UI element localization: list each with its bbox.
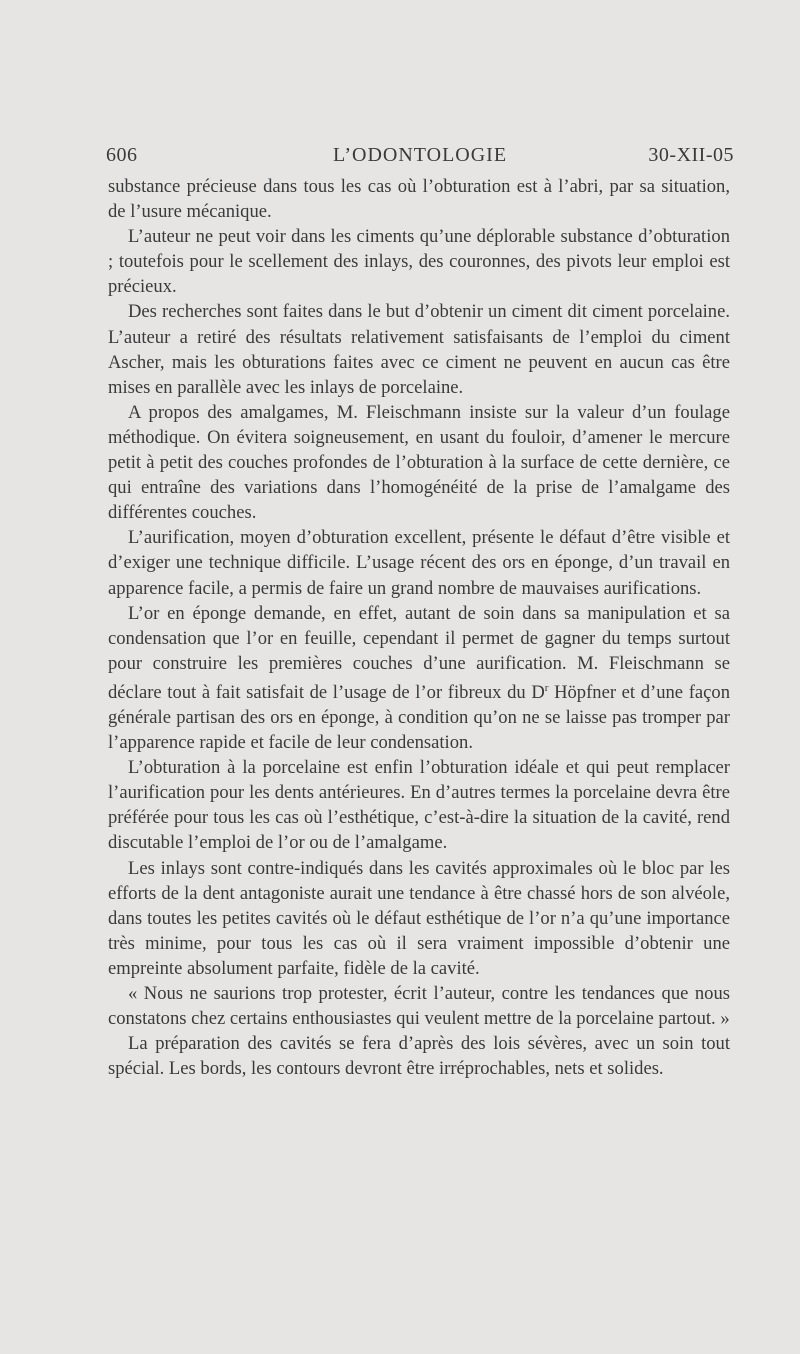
- paragraph: L’obturation à la porcelaine est enfin l’obturation idéale et qui peut remplacer l’aurification pour les dents antérieures. En d’autres termes la porcelaine devra être préférée pour tous les cas où l’esthétique, c’est-à-dire la situation de la cavité, rend discutable l’emploi de l’or ou de l’amalgame.: [108, 757, 730, 854]
- body-text: [108, 174, 730, 1081]
- paragraph: substance précieuse dans tous les cas où l’obturation est à l’abri, par sa situation, de l’usure mécanique.: [108, 176, 730, 223]
- paragraph: Les inlays sont contre-indiqués dans les cavités approximales où le bloc par les efforts de la dent antagoniste aurait une tendance à être chassé hors de son alvéole, dans toutes les petites cavités où le défaut esthétique de l’or n’a qu’une importance très minime, pour tous les cas où il sera vraiment impossible d’obtenir une empreinte absolument parfaite, fidèle de la cavité.: [108, 857, 730, 979]
- paragraph: « Nous ne saurions trop protester, écrit l’auteur, contre les tendances que nous constatons chez certains enthousiastes qui veulent mettre de la porcelaine partout. »: [108, 983, 730, 1030]
- paragraph: La préparation des cavités se fera d’après des lois sévères, avec un soin tout spécial. Les bords, les contours devront être irréprochables, nets et solides.: [108, 1033, 730, 1080]
- running-header: [106, 144, 734, 170]
- paragraph: L’auteur ne peut voir dans les ciments qu’une déplorable substance d’obturation ; toutefois pour le scellement des inlays, des couronnes, des pivots leur emploi est précieux.: [108, 226, 730, 298]
- paragraph: [108, 601, 730, 756]
- issue-date: 30-XII-05: [648, 144, 734, 166]
- page-number: 606: [106, 144, 138, 166]
- doctor-abbreviation-superscript: r: [544, 681, 549, 694]
- paragraph-text: Höpfner et d’une façon générale partisan des ors en éponge, à condition qu’on ne se laisse pas tromper par l’apparence rapide et facile de leur condensation.: [108, 681, 730, 754]
- paragraph: L’aurification, moyen d’obturation excellent, présente le défaut d’être visible et d’exiger une technique difficile. L’usage récent des ors en éponge, d’un travail en apparence facile, a permis de faire un grand nombre de mauvaises aurifications.: [108, 527, 730, 599]
- paragraph: Des recherches sont faites dans le but d’obtenir un ciment dit ciment porcelaine. L’auteur a retiré des résultats relativement satisfaisants de l’emploi du ciment Ascher, mais les obturations faites avec ce ciment ne peuvent en aucun cas être mises en parallèle avec les inlays de porcelaine.: [108, 301, 730, 398]
- paragraph: A propos des amalgames, M. Fleischmann insiste sur la valeur d’un foulage méthodique. On évitera soigneusement, en usant du fouloir, d’amener le mercure petit à petit des couches profondes de l’obturation à la surface de cette dernière, ce qui entraîne des variations dans l’homogénéité de la prise de l’amalgame des différentes couches.: [108, 401, 730, 524]
- paragraph-text: L’or en éponge demande, en effet, autant de soin dans sa manipulation et sa condensation que l’or en feuille, cependant il permet de gagner du temps surtout pour construire les premières couches d’une aurification. M. Fleischmann se déclare tout à fait satisfait de l’usage de l’or fibreux du D: [108, 602, 730, 703]
- running-title: L’ODONTOLOGIE: [332, 144, 508, 166]
